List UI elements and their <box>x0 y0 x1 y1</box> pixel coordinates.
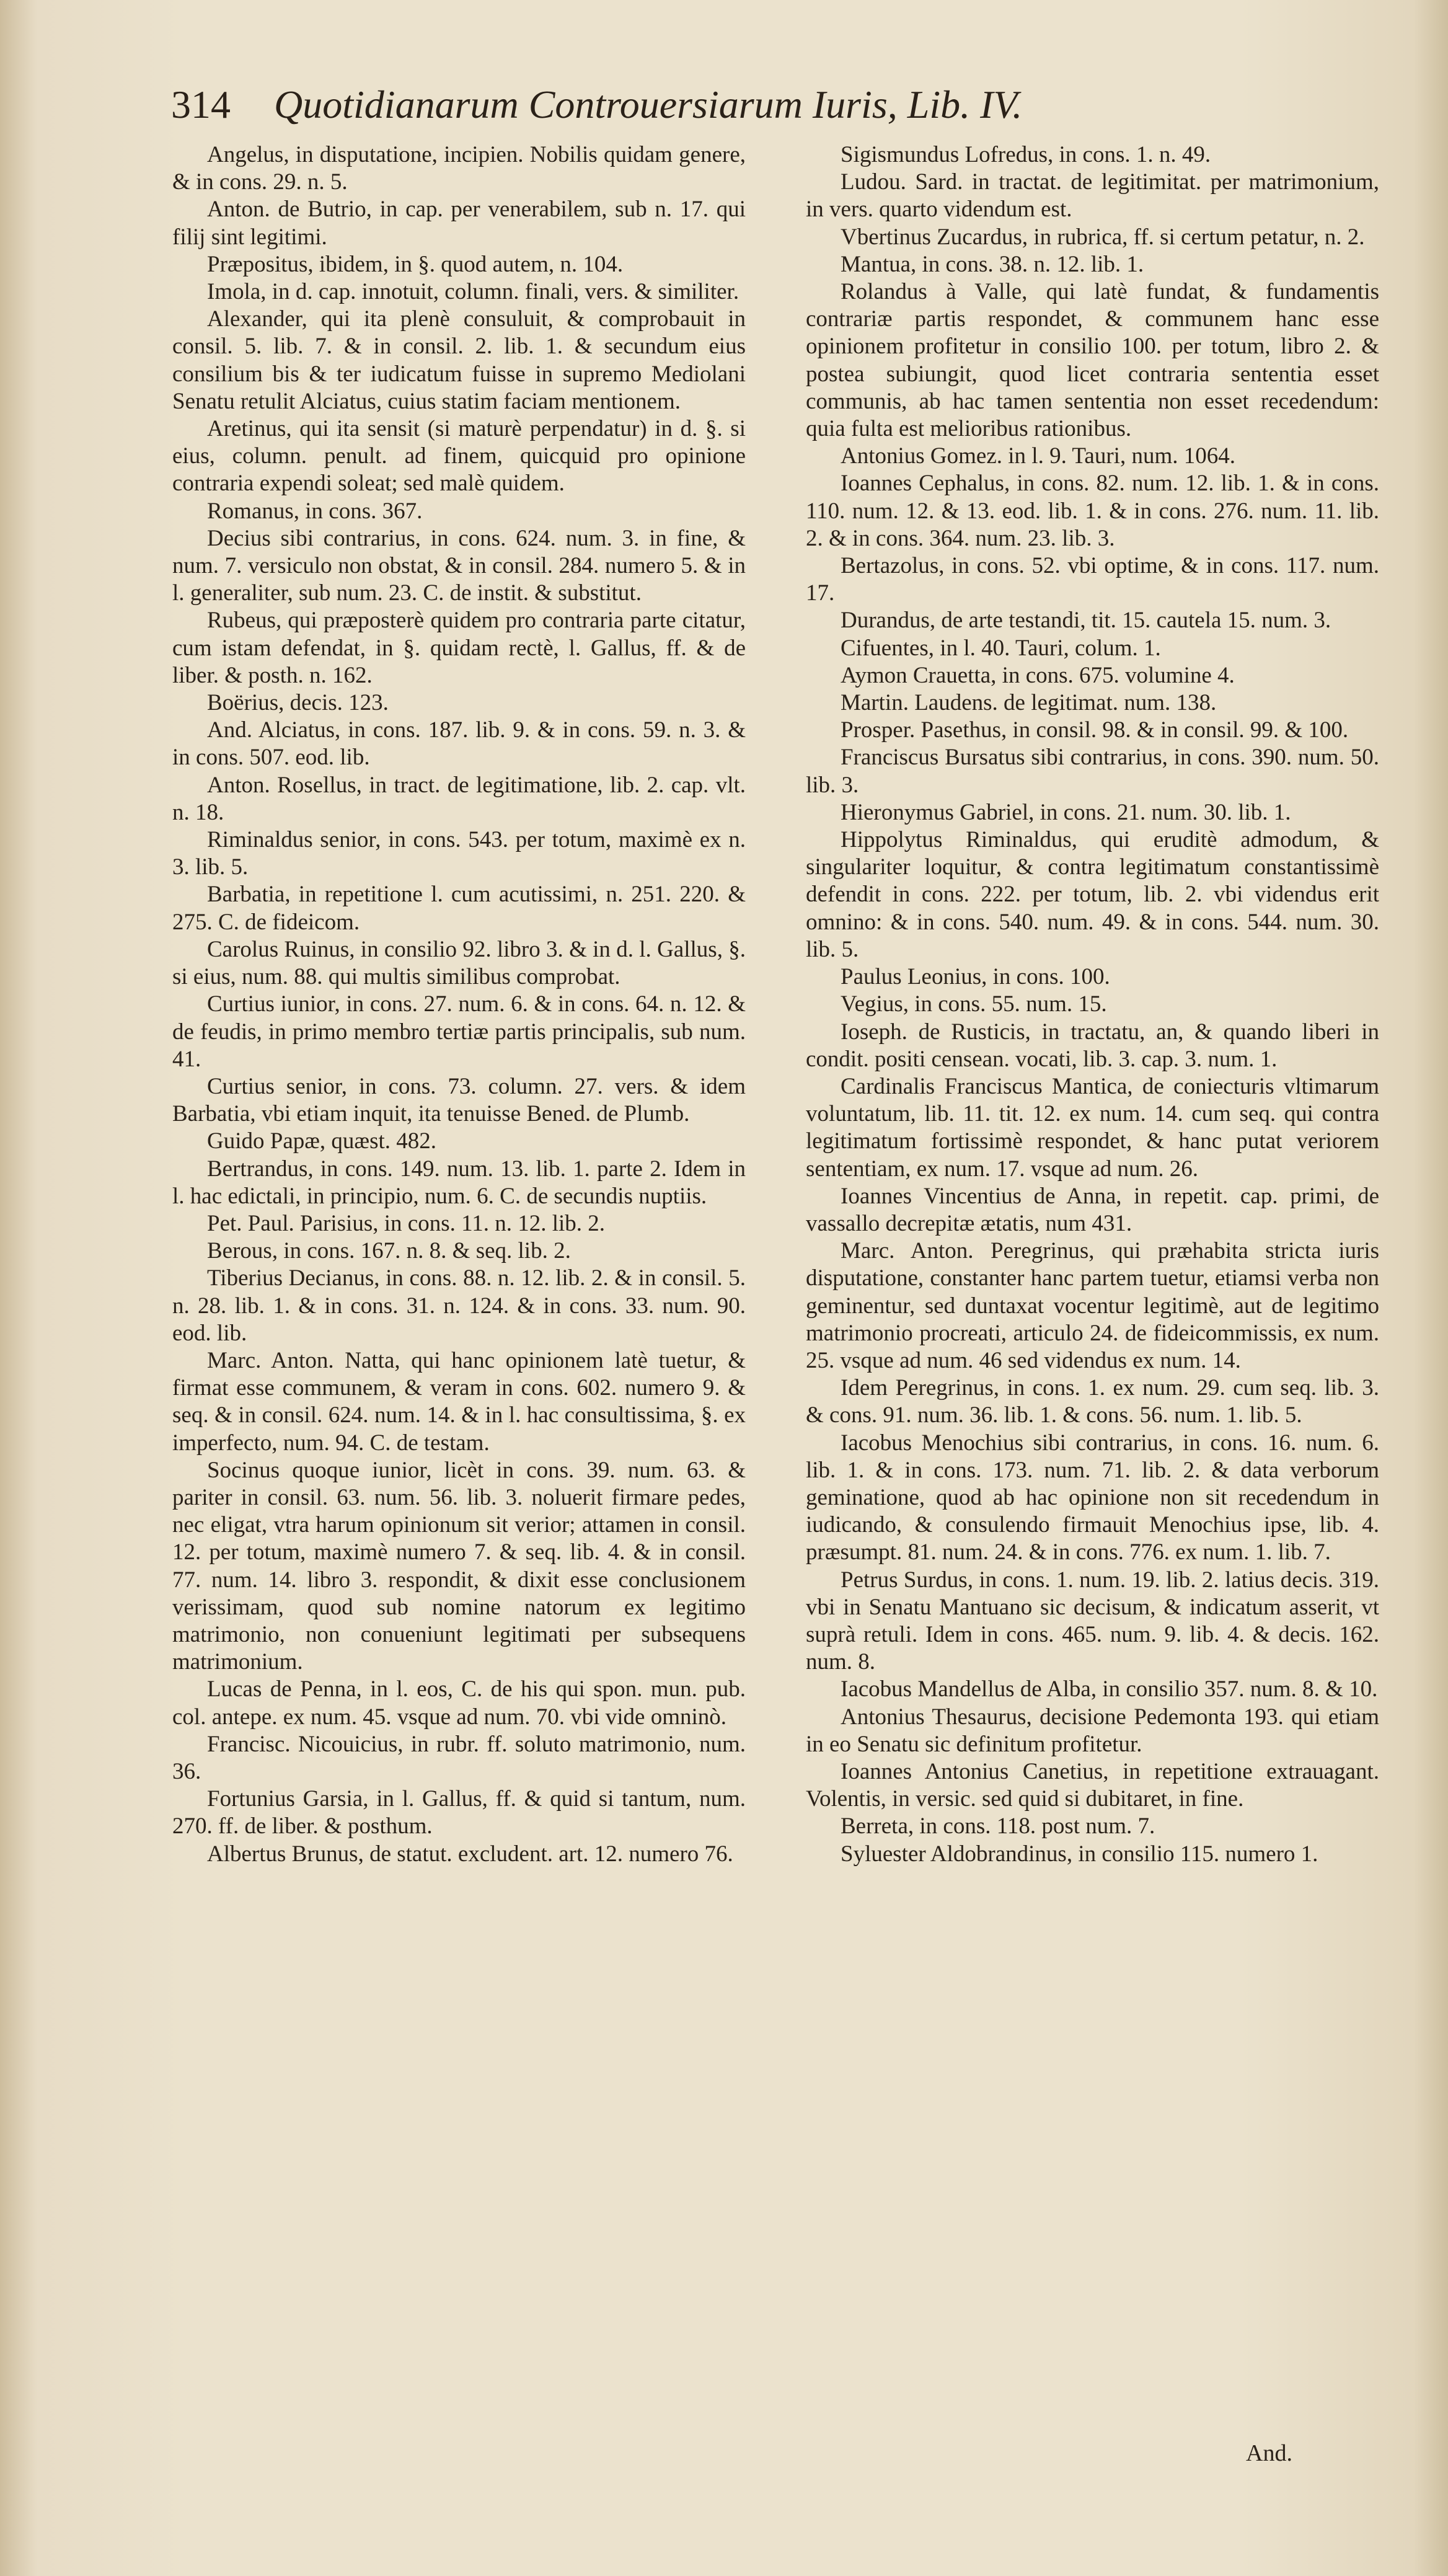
citation-entry: Boërius, decis. 123. <box>207 690 389 716</box>
citation-entry: Paulus Leonius, in cons. 100. <box>841 964 1110 990</box>
citation-entry: Ioseph. de Rusticis, in tractatu, an, & quando liberi in condit. positi censean. vocati, lib. 3. cap. 3. num. 1. <box>806 1019 1379 1072</box>
citation-entry: Cardinalis Franciscus Mantica, de coniecturis vltimarum voluntatum, lib. 11. tit. 12. ex num. 14. cum seq. qui contra legitimatum fortissimè respondet, & hanc putat veriorem sententiam, ex num. 17. vsque ad num. 26. <box>806 1073 1379 1182</box>
citation-entry: Aretinus, qui ita sensit (si maturè perpendatur) in d. §. si eius, column. penult. ad finem, quicquid pro opinione contraria expendi soleat; sed malè quidem. <box>172 416 746 497</box>
citation-entry: Franciscus Bursatus sibi contrarius, in cons. 390. num. 50. lib. 3. <box>806 745 1379 798</box>
citation-entry: Albertus Brunus, de statut. excludent. art. 12. numero 76. <box>207 1841 733 1867</box>
page-number: 314 <box>171 82 231 126</box>
left-column <box>172 141 746 1868</box>
citation-entry: Iacobus Menochius sibi contrarius, in cons. 16. num. 6. lib. 1. & in cons. 173. num. 71. lib. 2. & data verborum geminatione, quod ab hac opinione non sit recedendum in iudicando, & consulendo firmauit Menochius ipse, lib. 4. præsumpt. 81. num. 24. & in cons. 776. ex num. 1. lib. 7. <box>806 1430 1379 1565</box>
citation-entry: Syluester Aldobrandinus, in consilio 115. numero 1. <box>841 1841 1318 1867</box>
citation-entry: Berreta, in cons. 118. post num. 7. <box>841 1813 1155 1839</box>
citation-entry: Curtius iunior, in cons. 27. num. 6. & in cons. 64. n. 12. & de feudis, in primo membro tertiæ partis principalis, sub num. 41. <box>172 991 746 1072</box>
citation-entry: Alexander, qui ita plenè consuluit, & comprobauit in consil. 5. lib. 7. & in consil. 2. lib. 1. & secundum eius consilium bis & ter iudicatum fuisse in supremo Mediolani Senatu retulit Alciatus, cuius statim faciam mentionem. <box>172 306 746 414</box>
citation-entry: Iacobus Mandellus de Alba, in consilio 357. num. 8. & 10. <box>841 1676 1378 1702</box>
citation-entry: Bertrandus, in cons. 149. num. 13. lib. 1. parte 2. Idem in l. hac edictali, in principio, num. 6. C. de secundis nuptiis. <box>172 1156 746 1209</box>
citation-entry: Ioannes Antonius Canetius, in repetitione extrauagant. Volentis, in versic. sed quid si dubitaret, in fine. <box>806 1758 1379 1812</box>
citation-entry: Cifuentes, in l. 40. Tauri, colum. 1. <box>841 635 1161 661</box>
citation-entry: Francisc. Nicouicius, in rubr. ff. soluto matrimonio, num. 36. <box>172 1731 746 1784</box>
citation-entry: Hieronymus Gabriel, in cons. 21. num. 30. lib. 1. <box>841 799 1291 825</box>
citation-entry: Lucas de Penna, in l. eos, C. de his qui spon. mun. pub. col. antepe. ex num. 45. vsque ad num. 70. vbi vide omninò. <box>172 1676 746 1730</box>
running-title: Quotidianarum Controuersiarum Iuris, Lib. IV. <box>274 82 1023 126</box>
citation-entry: Socinus quoque iunior, licèt in cons. 39. num. 63. & pariter in consil. 63. num. 56. lib. 3. noluerit firmare pedes, nec eligat, vtra harum opinionum sit verior; attamen in consil. 12. per totum, maximè numero 7. & seq. lib. 4. & in consil. 77. num. 14. libro 3. respondit, & dixit esse conclusionem verissimam, quod sub nomine natorum ex legitimo matrimonio, non conueniunt legitimati per subsequens matrimonium. <box>172 1457 746 1675</box>
citation-entry: Romanus, in cons. 367. <box>207 498 423 524</box>
citation-entry: Vegius, in cons. 55. num. 15. <box>841 991 1107 1017</box>
citation-entry: And. Alciatus, in cons. 187. lib. 9. & in cons. 59. n. 3. & in cons. 507. eod. lib. <box>172 717 746 771</box>
citation-entry: Anton. Rosellus, in tract. de legitimatione, lib. 2. cap. vlt. n. 18. <box>172 772 746 825</box>
citation-entry: Curtius senior, in cons. 73. column. 27. vers. & idem Barbatia, vbi etiam inquit, ita tenuisse Bened. de Plumb. <box>172 1073 746 1127</box>
citation-entry: Marc. Anton. Peregrinus, qui præhabita stricta iuris disputatione, constanter hanc partem tuetur, etiamsi verba non geminentur, sed duntaxat vocentur legitimè, aut de legitimo matrimonio procreati, articulo 24. de fideicommissis, ex num. 25. vsque ad num. 46 sed videndus ex num. 14. <box>806 1238 1379 1373</box>
citation-entry: Marc. Anton. Natta, qui hanc opinionem latè tuetur, & firmat esse communem, & veram in cons. 602. numero 9. & seq. & in consil. 624. num. 14. & in l. hac consultissima, §. ex imperfecto, num. 94. C. de testam. <box>172 1347 746 1456</box>
citation-entry: Ludou. Sard. in tractat. de legitimitat. per matrimonium, in vers. quarto videndum est. <box>806 169 1379 223</box>
citation-entry: Imola, in d. cap. innotuit, column. finali, vers. & similiter. <box>207 279 739 305</box>
citation-entry: Anton. de Butrio, in cap. per venerabilem, sub n. 17. qui filij sint legitimi. <box>172 197 746 250</box>
right-column <box>806 141 1379 1868</box>
citation-entry: Vbertinus Zucardus, in rubrica, ff. si certum petatur, n. 2. <box>841 224 1365 250</box>
citation-entry: Tiberius Decianus, in cons. 88. n. 12. lib. 2. & in consil. 5. n. 28. lib. 1. & in cons. 31. n. 124. & in cons. 33. num. 90. eod. lib. <box>172 1265 746 1346</box>
citation-entry: Aymon Crauetta, in cons. 675. volumine 4. <box>841 662 1235 688</box>
citation-entry: Petrus Surdus, in cons. 1. num. 19. lib. 2. latius decis. 319. vbi in Senatu Mantuano sic decisum, & indicatum asserit, vt suprà retuli. Idem in cons. 465. num. 9. lib. 4. & decis. 162. num. 8. <box>806 1567 1379 1675</box>
citation-entry: Bertazolus, in cons. 52. vbi optime, & in cons. 117. num. 17. <box>806 553 1379 606</box>
citation-entry: Hippolytus Riminaldus, qui eruditè admodum, & singulariter loquitur, & contra legitimatum constantissimè defendit in cons. 222. per totum, lib. 2. vbi videndus erit omnino: & in cons. 540. num. 49. & in cons. 544. num. 30. lib. 5. <box>806 827 1379 962</box>
citation-entry: Barbatia, in repetitione l. cum acutissimi, n. 251. 220. & 275. C. de fideicom. <box>172 882 746 935</box>
citation-entry: Decius sibi contrarius, in cons. 624. num. 3. in fine, & num. 7. versiculo non obstat, & in consil. 284. numero 5. & in l. generaliter, sub num. 23. C. de instit. & substitut. <box>172 525 746 606</box>
citation-entry: Antonius Thesaurus, decisione Pedemonta 193. qui etiam in eo Senatu sic definitum profitetur. <box>806 1704 1379 1757</box>
catchword: And. <box>1246 2440 1292 2466</box>
citation-entry: Pet. Paul. Parisius, in cons. 11. n. 12. lib. 2. <box>207 1210 606 1236</box>
citation-entry: Mantua, in cons. 38. n. 12. lib. 1. <box>841 251 1144 277</box>
citation-entry: Idem Peregrinus, in cons. 1. ex num. 29. cum seq. lib. 3. & cons. 91. num. 36. lib. 1. & cons. 56. num. 1. lib. 5. <box>806 1375 1379 1428</box>
citation-entry: Præpositus, ibidem, in §. quod autem, n. 104. <box>207 251 624 277</box>
citation-entry: Riminaldus senior, in cons. 543. per totum, maximè ex n. 3. lib. 5. <box>172 827 746 880</box>
citation-entry: Prosper. Pasethus, in consil. 98. & in consil. 99. & 100. <box>841 717 1349 743</box>
citation-entry: Fortunius Garsia, in l. Gallus, ff. & quid si tantum, num. 270. ff. de liber. & posthum. <box>172 1786 746 1839</box>
citation-entry: Martin. Laudens. de legitimat. num. 138. <box>841 690 1217 716</box>
citation-entry: Antonius Gomez. in l. 9. Tauri, num. 1064. <box>841 443 1235 469</box>
citation-entry: Sigismundus Lofredus, in cons. 1. n. 49. <box>841 142 1211 167</box>
citation-entry: Rolandus à Valle, qui latè fundat, & fundamentis contrariæ partis respondet, & communem hanc esse opinionem profitetur in consilio 100. per totum, libro 2. & postea subiungit, quod licet contraria sententia esset communis, ab hac tamen sententia non esset recedendum: quia fulta est melioribus rationibus. <box>806 279 1379 442</box>
citation-entry: Durandus, de arte testandi, tit. 15. cautela 15. num. 3. <box>841 608 1331 634</box>
citation-entry: Angelus, in disputatione, incipien. Nobilis quidam genere, & in cons. 29. n. 5. <box>172 142 746 195</box>
citation-entry: Ioannes Cephalus, in cons. 82. num. 12. lib. 1. & in cons. 110. num. 12. & 13. eod. lib. 1. & in cons. 276. num. 11. lib. 2. & in cons. 364. num. 23. lib. 3. <box>806 471 1379 551</box>
citation-entry: Berous, in cons. 167. n. 8. & seq. lib. 2. <box>207 1238 571 1264</box>
citation-entry: Ioannes Vincentius de Anna, in repetit. cap. primi, de vassallo decrepitæ ætatis, num 431. <box>806 1183 1379 1236</box>
page-header <box>171 82 1231 138</box>
citation-entry: Carolus Ruinus, in consilio 92. libro 3. & in d. l. Gallus, §. si eius, num. 88. qui multis similibus comprobat. <box>172 936 746 990</box>
citation-entry: Guido Papæ, quæst. 482. <box>207 1128 437 1154</box>
citation-entry: Rubeus, qui præposterè quidem pro contraria parte citatur, cum istam defendat, in §. quidam rectè, l. Gallus, ff. & de liber. & posth. n. 162. <box>172 608 746 688</box>
